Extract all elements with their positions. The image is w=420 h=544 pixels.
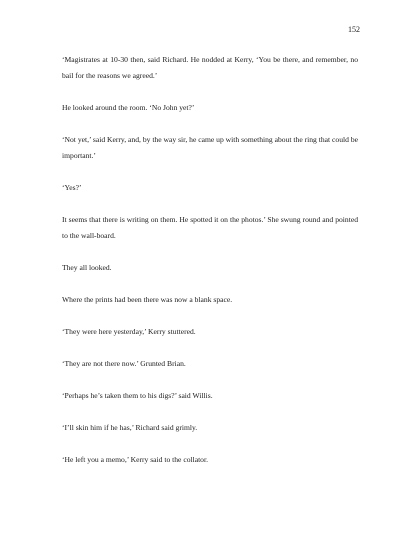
page-number: 152 <box>348 25 360 34</box>
paragraph: He looked around the room. ‘No John yet?’ <box>62 103 195 112</box>
paragraph: ‘They were here yesterday,’ Kerry stuttered. <box>62 327 196 336</box>
paragraph: ‘Perhaps he’s taken them to his digs?’ said Willis. <box>62 391 213 400</box>
document-body <box>62 52 358 468</box>
paragraph: Where the prints had been there was now a blank space. <box>62 295 233 304</box>
paragraph: It seems that there is writing on them. He spotted it on the photos.’ She swung round and pointed to the wall-board. <box>62 215 358 240</box>
paragraph: ‘They are not there now.’ Grunted Brian. <box>62 359 186 368</box>
paragraph: ‘Magistrates at 10-30 then, said Richard. He nodded at Kerry, ‘You be there, and remember, no bail for the reasons we agreed.’ <box>62 55 358 80</box>
paragraph: They all looked. <box>62 263 112 272</box>
paragraph: ‘Yes?’ <box>62 183 82 192</box>
paragraph: ‘I’ll skin him if he has,’ Richard said grimly. <box>62 423 198 432</box>
paragraph: ‘Not yet,’ said Kerry, and, by the way sir, he came up with something about the ring that could be important.’ <box>62 135 358 160</box>
paragraph: ‘He left you a memo,’ Kerry said to the collator. <box>62 455 208 464</box>
